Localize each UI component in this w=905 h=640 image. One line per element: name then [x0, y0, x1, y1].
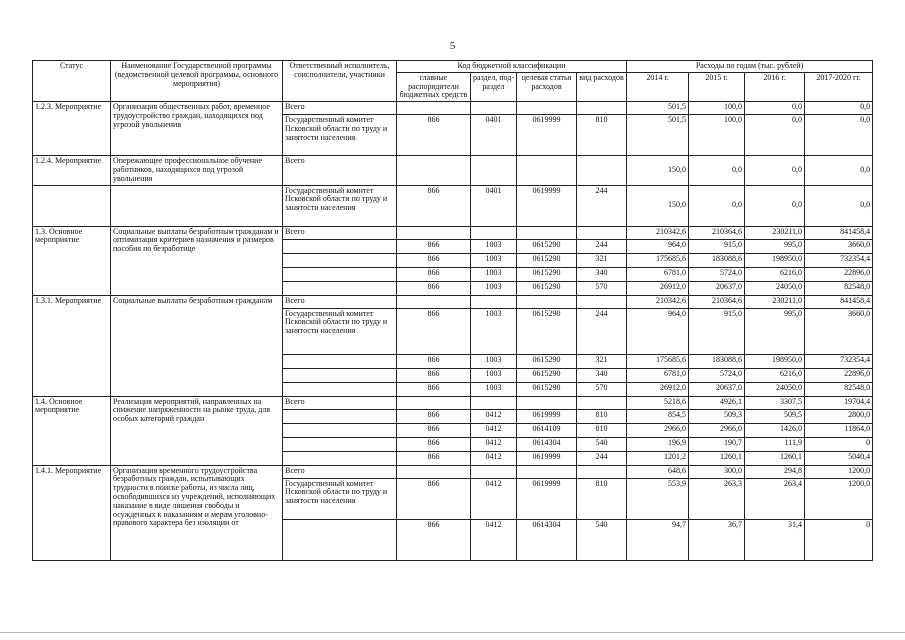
- value-2017-2020: 2800,0: [805, 409, 873, 423]
- executor-cell: Государственный комитет Псковской области по труду и занятости населения: [283, 115, 397, 156]
- header-name: Наименование Государственной программы (ведомственной целевой программы, основного мероприятия): [111, 61, 283, 102]
- budget-table: [32, 60, 873, 561]
- value-2015: 100,0: [689, 115, 745, 156]
- header-status: Статус: [33, 61, 111, 102]
- value-2016: 0,0: [745, 185, 805, 226]
- page-bottom-edge: [0, 632, 905, 633]
- value-2016: 24050,0: [745, 382, 805, 396]
- grbs-cell: [397, 102, 471, 115]
- vr-cell: 570: [577, 281, 627, 295]
- value-2014: 6781,0: [627, 368, 689, 382]
- program-name-cell: Организация общественных работ, временное трудоустройство граждан, находящихся под угрозой увольнения: [111, 102, 283, 156]
- value-2016: 294,8: [745, 465, 805, 478]
- executor-cell: Всего: [283, 396, 397, 409]
- value-2014: 501,5: [627, 102, 689, 115]
- grbs-cell: 866: [397, 368, 471, 382]
- value-2015: 36,7: [689, 519, 745, 560]
- grbs-cell: 866: [397, 409, 471, 423]
- value-2017-2020: 19704,4: [805, 396, 873, 409]
- vr-cell: 340: [577, 267, 627, 281]
- value-2014: 501,5: [627, 115, 689, 156]
- csr-cell: 0615290: [517, 308, 577, 354]
- value-2016: 6216,0: [745, 368, 805, 382]
- executor-cell: Всего: [283, 102, 397, 115]
- executor-cell: [283, 253, 397, 267]
- rzpr-cell: 1003: [471, 267, 517, 281]
- grbs-cell: 866: [397, 239, 471, 253]
- value-2014: 6781,0: [627, 267, 689, 281]
- rzpr-cell: [471, 295, 517, 308]
- rzpr-cell: [471, 156, 517, 185]
- value-2017-2020: 82548,0: [805, 382, 873, 396]
- rzpr-cell: [471, 102, 517, 115]
- vr-cell: [577, 102, 627, 115]
- vr-cell: 321: [577, 354, 627, 368]
- vr-cell: 340: [577, 368, 627, 382]
- value-2017-2020: 3660,0: [805, 308, 873, 354]
- csr-cell: [517, 156, 577, 185]
- grbs-cell: 866: [397, 354, 471, 368]
- rzpr-cell: 1003: [471, 281, 517, 295]
- rzpr-cell: 1003: [471, 308, 517, 354]
- rzpr-cell: [471, 226, 517, 239]
- program-name-cell: Опережающее профессиональное обучение работников, находящихся под угрозой увольнения: [111, 156, 283, 185]
- value-2014: 210342,6: [627, 226, 689, 239]
- vr-cell: 570: [577, 382, 627, 396]
- grbs-cell: [397, 396, 471, 409]
- rzpr-cell: [471, 396, 517, 409]
- value-2017-2020: 82548,0: [805, 281, 873, 295]
- executor-cell: Всего: [283, 295, 397, 308]
- value-2017-2020: 0: [805, 437, 873, 451]
- table-row: [33, 465, 873, 478]
- program-name-cell: Социальные выплаты безработным гражданам: [111, 295, 283, 396]
- value-2014: 150,0: [627, 156, 689, 185]
- value-2014: 94,7: [627, 519, 689, 560]
- value-2014: 175685,6: [627, 354, 689, 368]
- value-2017-2020: 841458,4: [805, 295, 873, 308]
- value-2016: 24050,0: [745, 281, 805, 295]
- csr-cell: 0619999: [517, 409, 577, 423]
- rzpr-cell: 0412: [471, 519, 517, 560]
- rzpr-cell: 0401: [471, 115, 517, 156]
- status-cell: [33, 185, 111, 226]
- value-2016: 31,4: [745, 519, 805, 560]
- value-2017-2020: 0,0: [805, 115, 873, 156]
- grbs-cell: [397, 295, 471, 308]
- csr-cell: [517, 226, 577, 239]
- value-2016: 995,0: [745, 308, 805, 354]
- grbs-cell: 866: [397, 478, 471, 519]
- executor-cell: Всего: [283, 226, 397, 239]
- value-2014: 964,0: [627, 239, 689, 253]
- rzpr-cell: [471, 465, 517, 478]
- header-executor: Ответственный исполнитель, соисполнители, участники: [283, 61, 397, 102]
- header-csr: целевая статья расходов: [517, 72, 577, 101]
- value-2017-2020: 1200,0: [805, 478, 873, 519]
- vr-cell: [577, 295, 627, 308]
- executor-cell: Всего: [283, 465, 397, 478]
- value-2016: 6216,0: [745, 267, 805, 281]
- status-cell: 1.2.3. Мероприятие: [33, 102, 111, 156]
- value-2014: 26912,0: [627, 281, 689, 295]
- vr-cell: 810: [577, 409, 627, 423]
- value-2016: 198950,0: [745, 354, 805, 368]
- grbs-cell: 866: [397, 451, 471, 465]
- value-2017-2020: 732354,4: [805, 253, 873, 267]
- vr-cell: 810: [577, 115, 627, 156]
- value-2014: 2966,0: [627, 423, 689, 437]
- vr-cell: 244: [577, 451, 627, 465]
- value-2016: 263,4: [745, 478, 805, 519]
- header-vr: вид расходов: [577, 72, 627, 101]
- value-2016: 0,0: [745, 156, 805, 185]
- value-2015: 1260,1: [689, 451, 745, 465]
- header-2017: 2017-2020 гг.: [805, 72, 873, 101]
- value-2014: 648,6: [627, 465, 689, 478]
- value-2017-2020: 22896,0: [805, 368, 873, 382]
- value-2015: 5724,0: [689, 368, 745, 382]
- page-number: 5: [449, 40, 456, 52]
- vr-cell: 244: [577, 239, 627, 253]
- csr-cell: [517, 102, 577, 115]
- grbs-cell: 866: [397, 308, 471, 354]
- value-2014: 854,5: [627, 409, 689, 423]
- value-2015: 210364,6: [689, 295, 745, 308]
- value-2017-2020: 3660,0: [805, 239, 873, 253]
- vr-cell: 244: [577, 308, 627, 354]
- program-name-cell: Реализация мероприятий, направленных на снижение напряженности на рынке труда, для особых категорий граждан: [111, 396, 283, 465]
- program-name-cell: [111, 185, 283, 226]
- table-row: [33, 185, 873, 226]
- csr-cell: 0614304: [517, 519, 577, 560]
- vr-cell: 244: [577, 185, 627, 226]
- table-row: [33, 226, 873, 239]
- executor-cell: Государственный комитет Псковской области по труду и занятости населения: [283, 308, 397, 354]
- csr-cell: 0615290: [517, 239, 577, 253]
- csr-cell: [517, 396, 577, 409]
- value-2017-2020: 0,0: [805, 156, 873, 185]
- value-2015: 915,0: [689, 308, 745, 354]
- value-2016: 230211,0: [745, 295, 805, 308]
- value-2016: 198950,0: [745, 253, 805, 267]
- value-2017-2020: 0,0: [805, 102, 873, 115]
- value-2016: 3307,5: [745, 396, 805, 409]
- value-2016: 1426,0: [745, 423, 805, 437]
- value-2016: 1260,1: [745, 451, 805, 465]
- executor-cell: [283, 239, 397, 253]
- value-2016: 995,0: [745, 239, 805, 253]
- grbs-cell: 866: [397, 519, 471, 560]
- value-2015: 4926,1: [689, 396, 745, 409]
- grbs-cell: [397, 465, 471, 478]
- executor-cell: [283, 281, 397, 295]
- value-2017-2020: 732354,4: [805, 354, 873, 368]
- header-grbs: главные распорядители бюджетных средств: [397, 72, 471, 101]
- status-cell: 1.3. Основное мероприятие: [33, 226, 111, 295]
- status-cell: 1.4. Основное мероприятие: [33, 396, 111, 465]
- header-2014: 2014 г.: [627, 72, 689, 101]
- value-2015: 100,0: [689, 102, 745, 115]
- value-2014: 210342,6: [627, 295, 689, 308]
- value-2015: 915,0: [689, 239, 745, 253]
- csr-cell: 0619999: [517, 451, 577, 465]
- csr-cell: 0619999: [517, 478, 577, 519]
- csr-cell: 0615290: [517, 267, 577, 281]
- program-name-cell: Организация временного трудоустройства безработных граждан, испытывающих трудности в поиске работы, из числа лиц, освободившихся из учреждений, исполняющих наказание в виде лишения свободы и осужденных к наказаниям и мерам уголовно-правового характера без изоляции от: [111, 465, 283, 560]
- rzpr-cell: 0412: [471, 451, 517, 465]
- rzpr-cell: 1003: [471, 239, 517, 253]
- executor-cell: [283, 451, 397, 465]
- value-2015: 300,0: [689, 465, 745, 478]
- value-2015: 0,0: [689, 185, 745, 226]
- vr-cell: 810: [577, 423, 627, 437]
- value-2014: 196,9: [627, 437, 689, 451]
- grbs-cell: 866: [397, 281, 471, 295]
- rzpr-cell: 0412: [471, 437, 517, 451]
- csr-cell: 0615290: [517, 354, 577, 368]
- value-2014: 964,0: [627, 308, 689, 354]
- value-2015: 5724,0: [689, 267, 745, 281]
- status-cell: 1.3.1. Мероприятие: [33, 295, 111, 396]
- value-2017-2020: 1200,0: [805, 465, 873, 478]
- value-2015: 183088,6: [689, 253, 745, 267]
- executor-cell: Государственный комитет Псковской области по труду и занятости населения: [283, 478, 397, 519]
- header-2015: 2015 г.: [689, 72, 745, 101]
- vr-cell: 540: [577, 519, 627, 560]
- vr-cell: 540: [577, 437, 627, 451]
- executor-cell: [283, 437, 397, 451]
- grbs-cell: 866: [397, 382, 471, 396]
- grbs-cell: [397, 226, 471, 239]
- grbs-cell: 866: [397, 423, 471, 437]
- grbs-cell: 866: [397, 253, 471, 267]
- value-2015: 20637,0: [689, 382, 745, 396]
- vr-cell: 810: [577, 478, 627, 519]
- value-2015: 20637,0: [689, 281, 745, 295]
- vr-cell: [577, 396, 627, 409]
- value-2017-2020: 841458,4: [805, 226, 873, 239]
- csr-cell: 0619999: [517, 185, 577, 226]
- value-2014: 175685,6: [627, 253, 689, 267]
- value-2014: 5218,6: [627, 396, 689, 409]
- grbs-cell: 866: [397, 185, 471, 226]
- vr-cell: [577, 156, 627, 185]
- executor-cell: Государственный комитет Псковской области по труду и занятости населения: [283, 185, 397, 226]
- executor-cell: [283, 382, 397, 396]
- csr-cell: 0615290: [517, 253, 577, 267]
- value-2015: 183088,6: [689, 354, 745, 368]
- program-name-cell: Социальные выплаты безработным гражданам и оптимизация критериев назначения и размеров пособия по безработице: [111, 226, 283, 295]
- value-2015: 263,3: [689, 478, 745, 519]
- value-2014: 1201,2: [627, 451, 689, 465]
- rzpr-cell: 0412: [471, 478, 517, 519]
- executor-cell: [283, 409, 397, 423]
- value-2015: 2966,0: [689, 423, 745, 437]
- value-2014: 26912,0: [627, 382, 689, 396]
- csr-cell: 0614304: [517, 437, 577, 451]
- value-2017-2020: 5040,4: [805, 451, 873, 465]
- value-2014: 150,0: [627, 185, 689, 226]
- header-rzpr: раздел, под-раздел: [471, 72, 517, 101]
- value-2014: 553,9: [627, 478, 689, 519]
- rzpr-cell: 0412: [471, 423, 517, 437]
- value-2016: 0,0: [745, 115, 805, 156]
- value-2017-2020: 0: [805, 519, 873, 560]
- status-cell: 1.2.4. Мероприятие: [33, 156, 111, 185]
- executor-cell: [283, 267, 397, 281]
- value-2016: 509,5: [745, 409, 805, 423]
- executor-cell: [283, 423, 397, 437]
- grbs-cell: [397, 156, 471, 185]
- table-row: [33, 156, 873, 185]
- value-2015: 210364,6: [689, 226, 745, 239]
- executor-cell: [283, 354, 397, 368]
- value-2017-2020: 22896,0: [805, 267, 873, 281]
- rzpr-cell: 1003: [471, 382, 517, 396]
- rzpr-cell: 1003: [471, 368, 517, 382]
- vr-cell: 321: [577, 253, 627, 267]
- value-2015: 0,0: [689, 156, 745, 185]
- table-row: [33, 396, 873, 409]
- vr-cell: [577, 226, 627, 239]
- executor-cell: Всего: [283, 156, 397, 185]
- value-2015: 190,7: [689, 437, 745, 451]
- value-2016: 230211,0: [745, 226, 805, 239]
- header-bk-code: Код бюджетной классификации: [397, 61, 627, 73]
- value-2016: 0,0: [745, 102, 805, 115]
- csr-cell: 0615290: [517, 281, 577, 295]
- rzpr-cell: 0412: [471, 409, 517, 423]
- header-row-1: [33, 61, 873, 73]
- value-2016: 111,9: [745, 437, 805, 451]
- executor-cell: [283, 519, 397, 560]
- csr-cell: 0614109: [517, 423, 577, 437]
- csr-cell: 0615290: [517, 382, 577, 396]
- table-row: [33, 295, 873, 308]
- status-cell: 1.4.1. Мероприятие: [33, 465, 111, 560]
- executor-cell: [283, 368, 397, 382]
- grbs-cell: 866: [397, 115, 471, 156]
- rzpr-cell: 1003: [471, 354, 517, 368]
- table-row: [33, 102, 873, 115]
- grbs-cell: 866: [397, 437, 471, 451]
- csr-cell: 0615290: [517, 368, 577, 382]
- csr-cell: [517, 295, 577, 308]
- header-2016: 2016 г.: [745, 72, 805, 101]
- vr-cell: [577, 465, 627, 478]
- header-expenses: Расходы по годам (тыс. рублей): [627, 61, 873, 73]
- csr-cell: [517, 465, 577, 478]
- grbs-cell: 866: [397, 267, 471, 281]
- value-2015: 509,3: [689, 409, 745, 423]
- value-2017-2020: 0,0: [805, 185, 873, 226]
- rzpr-cell: 1003: [471, 253, 517, 267]
- rzpr-cell: 0401: [471, 185, 517, 226]
- value-2017-2020: 11864,0: [805, 423, 873, 437]
- csr-cell: 0619999: [517, 115, 577, 156]
